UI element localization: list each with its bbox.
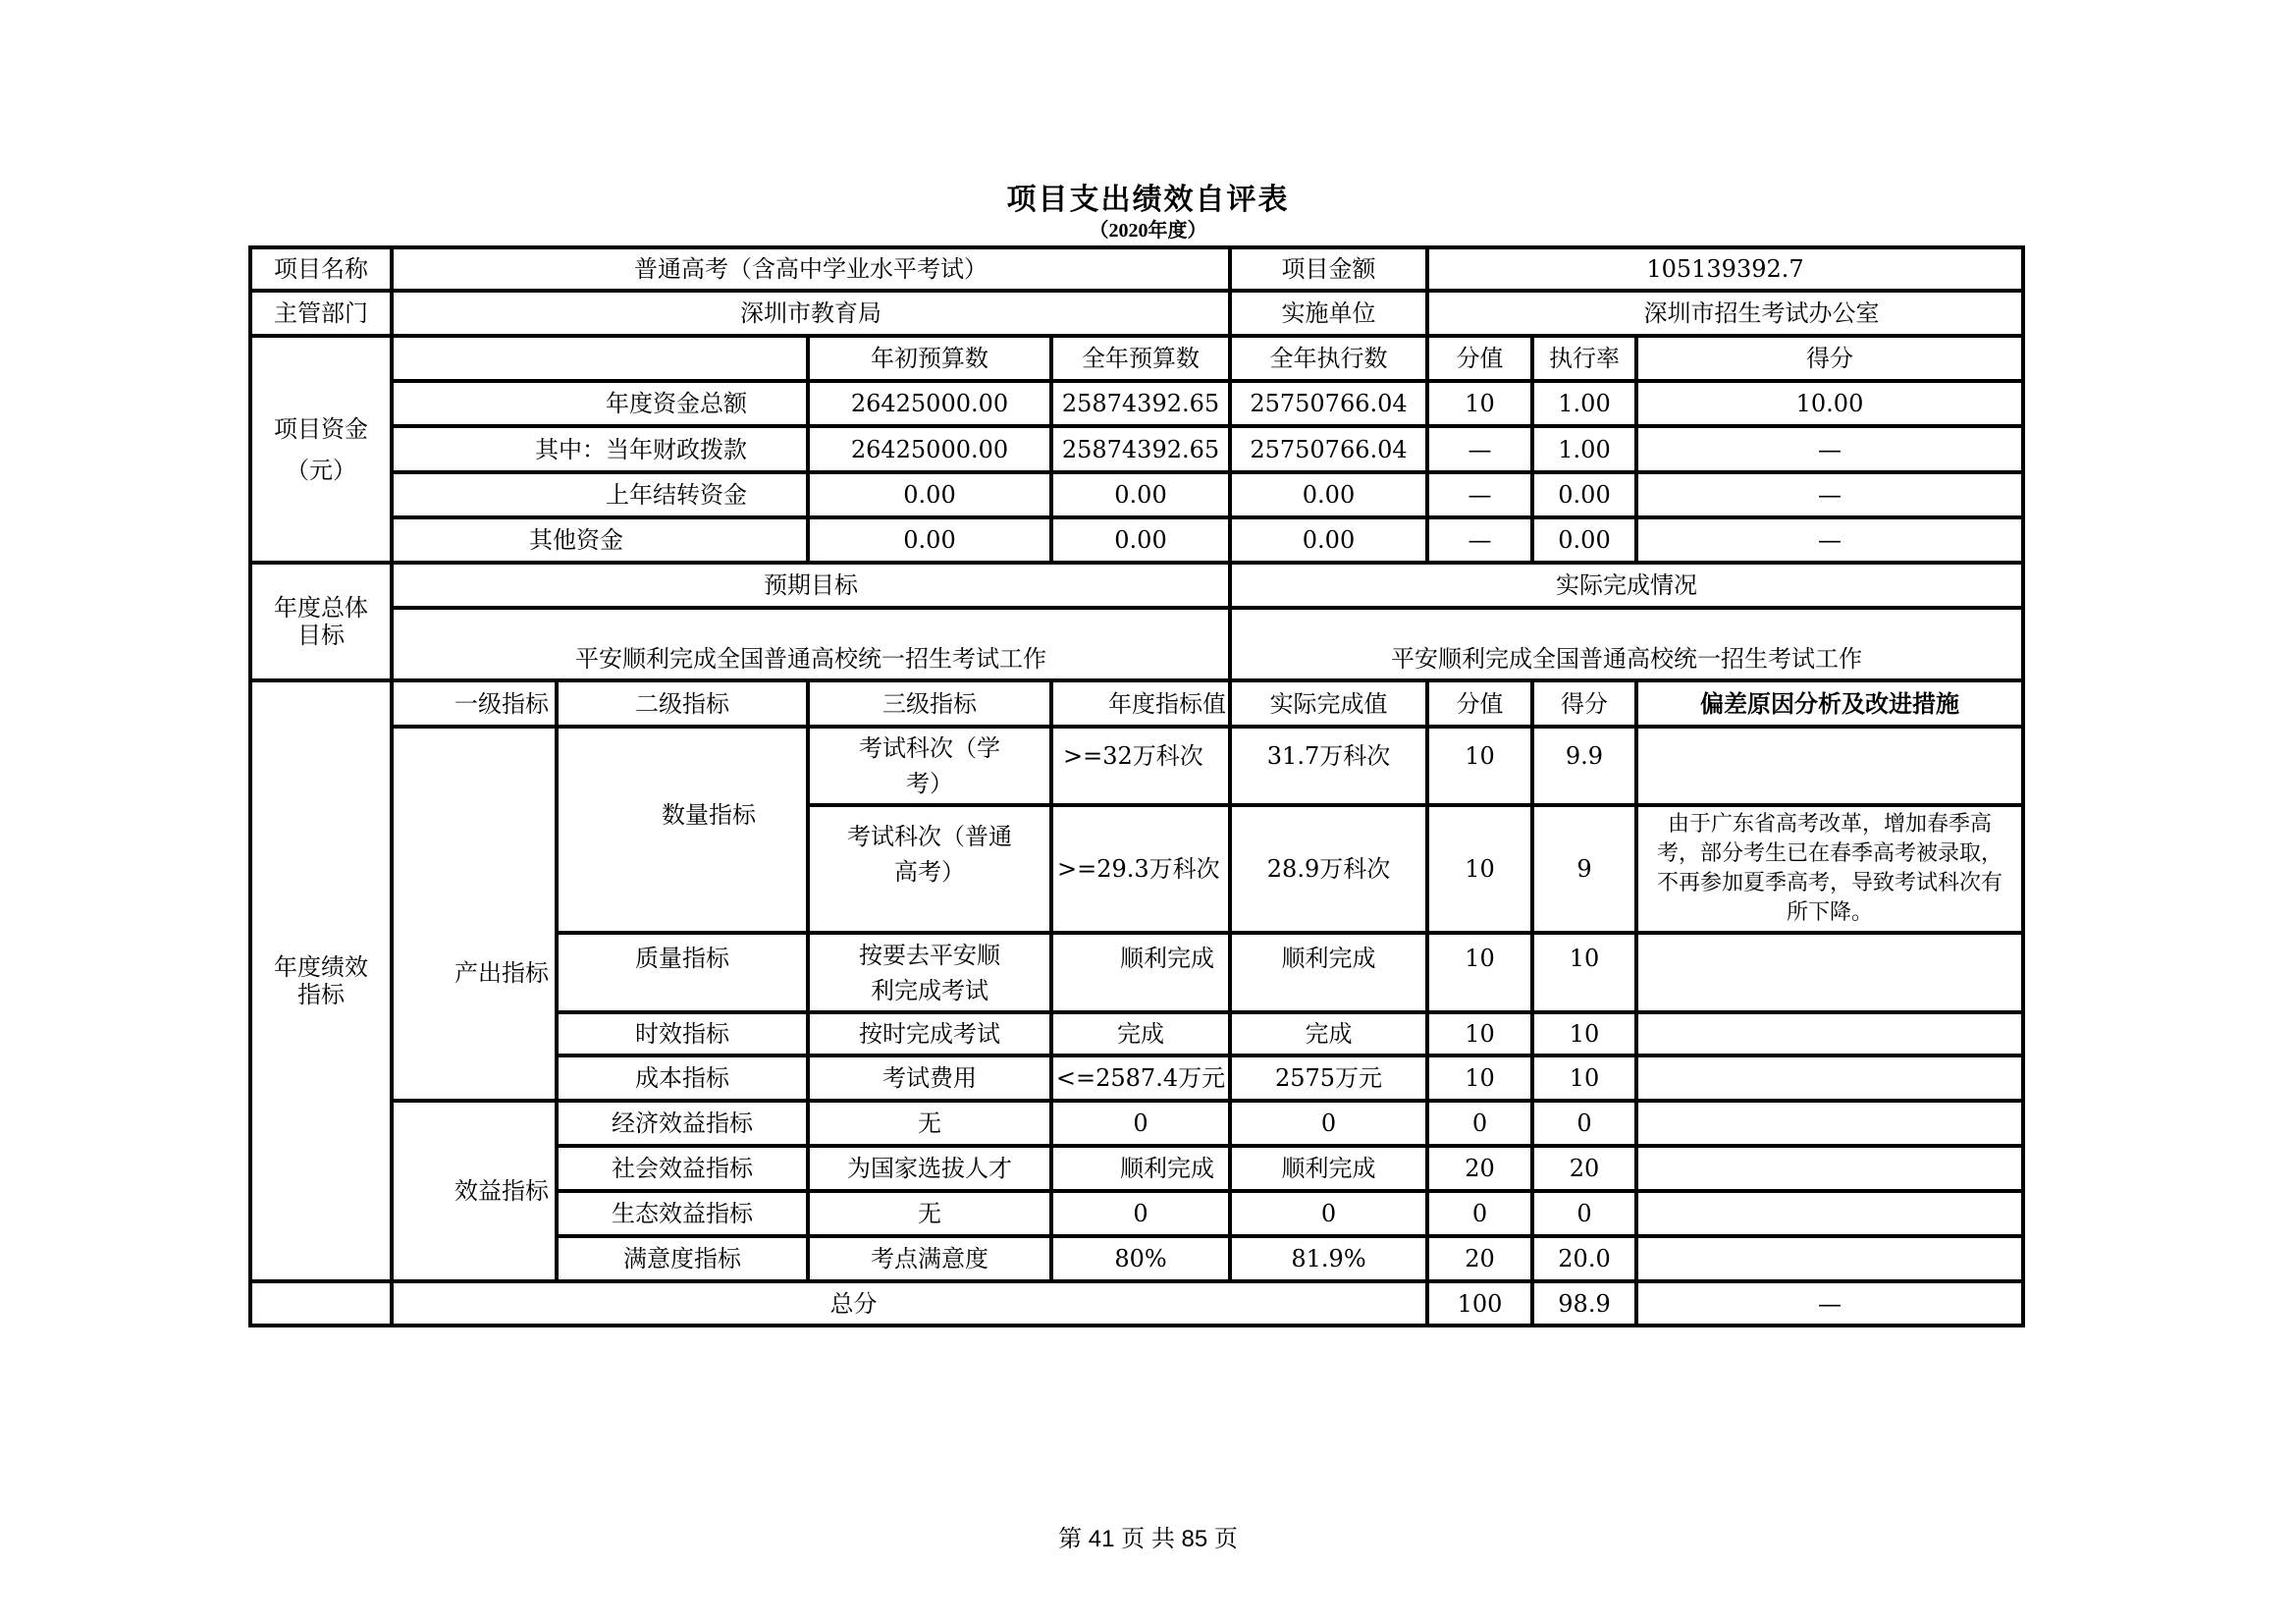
ind-actual: 顺利完成 — [1281, 944, 1376, 972]
ind-level3: 考试科次（普通高考） — [847, 823, 1012, 886]
ind-score: 20 — [1569, 1155, 1600, 1182]
ind-weight: 20 — [1465, 1245, 1495, 1272]
project-name-value: 普通高考（含高中学业水平考试） — [634, 255, 988, 283]
ind-target: 80% — [1114, 1245, 1167, 1272]
funds-cell-rate: 0.00 — [1558, 526, 1611, 554]
ind-col-level3: 三级指标 — [882, 689, 977, 718]
funds-cell-score: 10.00 — [1795, 390, 1864, 417]
indicators-section-label — [252, 682, 390, 1279]
goals-expected-value: 平安顺利完成全国普通高校统一招生考试工作 — [575, 645, 1046, 673]
ind-target: 0 — [1133, 1110, 1148, 1137]
ind-col-level1: 一级指标 — [454, 689, 549, 718]
funds-cell-executed: 0.00 — [1302, 526, 1356, 554]
funds-cell-rate: 1.00 — [1558, 390, 1611, 417]
ind-score: 0 — [1576, 1200, 1592, 1227]
funds-cell-rate: 1.00 — [1558, 435, 1611, 463]
ind-weight: 10 — [1465, 855, 1495, 883]
ind-target: 顺利完成 — [1120, 1155, 1214, 1182]
ind-target: <=2587.4万元 — [1055, 1064, 1226, 1092]
funds-section-label — [252, 338, 390, 561]
ind-col-score: 得分 — [1561, 689, 1608, 718]
level1-output: 产出指标 — [454, 958, 549, 987]
ind-score: 10 — [1569, 1064, 1600, 1092]
level2-quantity: 数量指标 — [662, 801, 756, 829]
funds-row-label: 上年结转资金 — [606, 481, 747, 509]
funds-cell-rate: 0.00 — [1558, 481, 1611, 509]
funds-cell-annual: 0.00 — [1114, 481, 1167, 509]
project-name-label: 项目名称 — [274, 255, 368, 283]
ind-note — [1638, 935, 2021, 1010]
ind-score: 9 — [1576, 855, 1592, 883]
funds-cell-weight: — — [1468, 481, 1492, 509]
level2-ecological: 生态效益指标 — [612, 1200, 753, 1227]
level2-timeliness: 时效指标 — [635, 1020, 729, 1048]
ind-note — [1638, 1014, 2021, 1054]
goals-expected-header: 预期目标 — [764, 571, 858, 599]
goals-section-label — [252, 565, 390, 678]
funds-cell-initial: 0.00 — [903, 526, 956, 554]
funds-col-annual: 全年预算数 — [1082, 345, 1200, 372]
funds-cell-executed: 0.00 — [1302, 481, 1356, 509]
ind-weight: 0 — [1471, 1200, 1488, 1227]
ind-note — [1638, 1193, 2021, 1234]
project-amount-label: 项目金额 — [1281, 255, 1376, 283]
funds-cell-weight: 10 — [1465, 390, 1495, 417]
funds-label-text: 项目资金 — [274, 414, 368, 443]
ind-target: >=29.3万科次 — [1057, 855, 1220, 883]
impl-unit-value: 深圳市招生考试办公室 — [1643, 299, 1880, 327]
ind-weight: 10 — [1465, 944, 1495, 972]
funds-cell-annual: 25874392.65 — [1061, 435, 1220, 463]
level2-social: 社会效益指标 — [612, 1155, 753, 1182]
ind-actual: 81.9% — [1291, 1245, 1366, 1272]
level2-quality: 质量指标 — [635, 944, 729, 972]
funds-col-score: 得分 — [1806, 345, 1853, 372]
funds-cell-annual: 0.00 — [1114, 526, 1167, 554]
ind-weight: 10 — [1465, 1020, 1495, 1048]
ind-col-level2: 二级指标 — [635, 689, 729, 718]
level2-satisfaction: 满意度指标 — [623, 1245, 741, 1272]
ind-target: 0 — [1133, 1200, 1148, 1227]
indicators-label-line1: 年度绩效 — [274, 953, 368, 981]
ind-target: 完成 — [1117, 1020, 1164, 1048]
goals-label-line1: 年度总体 — [274, 594, 368, 622]
ind-actual: 顺利完成 — [1281, 1155, 1376, 1182]
ind-score: 10 — [1569, 944, 1600, 972]
ind-score: 9.9 — [1565, 742, 1604, 770]
ind-level3: 按要去平安顺利完成考试 — [859, 941, 1000, 1004]
ind-actual: 31.7万科次 — [1266, 742, 1391, 770]
goals-actual-value: 平安顺利完成全国普通高校统一招生考试工作 — [1391, 645, 1862, 673]
funds-cell-executed: 25750766.04 — [1250, 390, 1408, 417]
funds-cell-initial: 0.00 — [903, 481, 956, 509]
funds-col-weight: 分值 — [1456, 345, 1504, 372]
ind-col-deviation: 偏差原因分析及改进措施 — [1700, 689, 1959, 718]
ind-note — [1638, 729, 2021, 803]
ind-level3: 考试费用 — [882, 1064, 977, 1092]
ind-col-actual: 实际完成值 — [1269, 689, 1388, 718]
funds-col-executed: 全年执行数 — [1269, 345, 1388, 372]
indicators-label-line2: 指标 — [297, 981, 345, 1008]
page-title: 项目支出绩效自评表 — [1006, 183, 1290, 217]
funds-col-initial: 年初预算数 — [871, 345, 988, 372]
funds-cell-annual: 25874392.65 — [1061, 390, 1220, 417]
total-note: — — [1818, 1289, 1842, 1318]
ind-note — [1638, 1148, 2021, 1189]
ind-note — [1638, 1103, 2021, 1144]
ind-score: 20.0 — [1558, 1245, 1611, 1272]
ind-note: 由于广东省高考改革，增加春季高考，部分考生已在春季高考被录取，不再参加夏季高考，导致考试科次有所下降。 — [1656, 812, 2002, 925]
project-amount-value: 105139392.7 — [1646, 255, 1804, 283]
ind-level3: 为国家选拔人才 — [847, 1155, 1012, 1182]
dept-label: 主管部门 — [274, 299, 368, 327]
ind-score: 0 — [1576, 1110, 1592, 1137]
ind-actual: 0 — [1320, 1200, 1337, 1227]
funds-cell-weight: — — [1468, 435, 1492, 463]
total-score: 98.9 — [1558, 1289, 1611, 1318]
page-subtitle-year: （2020年度） — [1089, 220, 1207, 242]
funds-col-rate: 执行率 — [1549, 345, 1620, 372]
level1-benefit: 效益指标 — [454, 1177, 549, 1205]
ind-target: 顺利完成 — [1120, 944, 1214, 972]
ind-actual: 2575万元 — [1274, 1064, 1383, 1092]
ind-weight: 0 — [1471, 1110, 1488, 1137]
ind-weight: 10 — [1465, 1064, 1495, 1092]
total-label: 总分 — [829, 1289, 878, 1318]
level2-cost: 成本指标 — [635, 1064, 729, 1092]
impl-unit-label: 实施单位 — [1281, 299, 1376, 327]
dept-value: 深圳市教育局 — [740, 299, 881, 327]
funds-cell-initial: 26425000.00 — [850, 390, 1009, 417]
funds-cell-score: — — [1818, 481, 1842, 509]
funds-unit-text: （元） — [286, 456, 356, 484]
funds-cell-initial: 26425000.00 — [850, 435, 1009, 463]
ind-actual: 完成 — [1305, 1020, 1353, 1048]
ind-level3: 考点满意度 — [871, 1245, 988, 1272]
funds-row-label: 其他资金 — [529, 526, 623, 554]
ind-note — [1638, 1057, 2021, 1099]
funds-cell-executed: 25750766.04 — [1250, 435, 1408, 463]
ind-note — [1638, 1238, 2021, 1279]
funds-cell-score: — — [1818, 526, 1842, 554]
ind-weight: 10 — [1465, 742, 1495, 770]
page-footer-pagination: 第 41 页 共 85 页 — [1058, 1526, 1238, 1552]
ind-score: 10 — [1569, 1020, 1600, 1048]
funds-cell-score: — — [1818, 435, 1842, 463]
total-weight: 100 — [1457, 1289, 1503, 1318]
funds-row-label: 其中：当年财政拨款 — [535, 435, 747, 463]
ind-level3: 无 — [918, 1200, 941, 1227]
ind-col-target: 年度指标值 — [1108, 689, 1226, 718]
goals-actual-header: 实际完成情况 — [1556, 571, 1697, 599]
ind-level3: 按时完成考试 — [859, 1020, 1000, 1048]
ind-actual: 28.9万科次 — [1266, 855, 1391, 883]
level2-economic: 经济效益指标 — [612, 1110, 753, 1137]
ind-actual: 0 — [1320, 1110, 1337, 1137]
ind-level3: 考试科次（学考） — [859, 734, 1000, 797]
funds-row-label: 年度资金总额 — [606, 390, 747, 417]
ind-level3: 无 — [918, 1110, 941, 1137]
goals-label-line2: 目标 — [297, 622, 345, 649]
ind-weight: 20 — [1465, 1155, 1495, 1182]
ind-col-weight: 分值 — [1456, 689, 1504, 718]
funds-cell-weight: — — [1468, 526, 1492, 554]
ind-target: >=32万科次 — [1063, 742, 1203, 770]
